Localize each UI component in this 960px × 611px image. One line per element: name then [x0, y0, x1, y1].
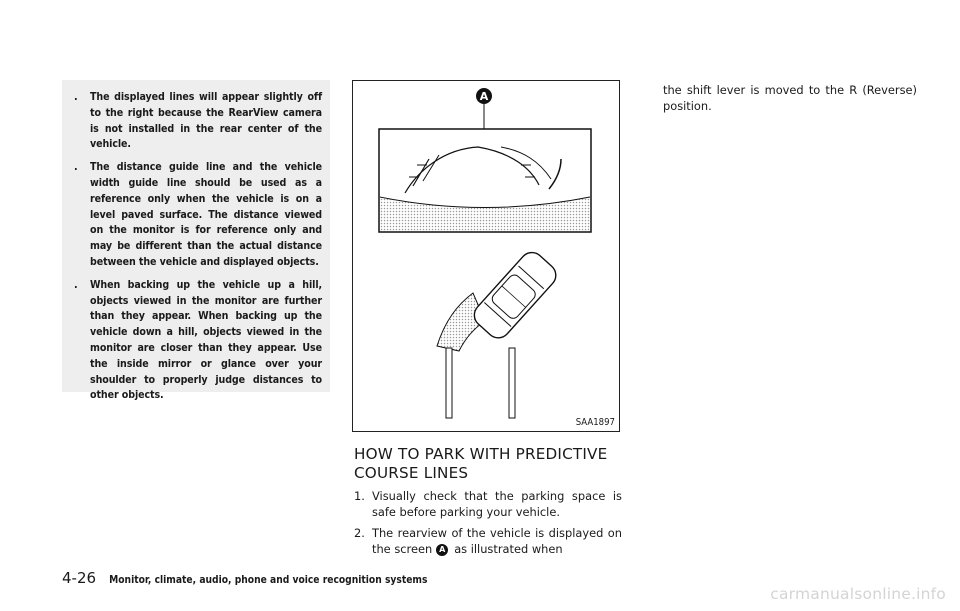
steps-list [354, 489, 622, 564]
car-icon [437, 248, 561, 351]
parking-illustration [353, 81, 619, 431]
rearview-figure [352, 80, 620, 432]
monitor-screen-icon [379, 129, 591, 232]
chapter-title: Monitor, climate, audio, phone and voice recognition systems [109, 575, 428, 586]
page-footer [62, 568, 427, 587]
step-text: Visually check that the parking space is safe before parking your vehicle. [372, 489, 622, 519]
note-list [74, 90, 322, 404]
note-item [74, 90, 322, 153]
page-number: 4-26 [62, 569, 97, 587]
figure-id: SAA1897 [575, 417, 615, 428]
step-item [354, 526, 622, 557]
continuation-text: the shift lever is moved to the R (Reverse) position. [663, 83, 917, 113]
section-title: HOW TO PARK WITH PREDICTIVE COURSE LINES [354, 445, 608, 482]
step-number: 1. [354, 489, 365, 503]
note-text: The displayed lines will appear slightly off to the right because the RearView camera is not installed in the rear center of the vehicle. [90, 91, 322, 151]
step-text-after: as illustrated when [454, 542, 563, 557]
step-text-before: The rearview of the vehicle is displayed on the screen [372, 526, 622, 557]
note-item [74, 160, 322, 271]
parking-lines-icon [446, 348, 515, 418]
note-box [62, 80, 330, 402]
callout-a-marker-icon: A [436, 544, 448, 556]
bullet-icon: . [74, 278, 78, 291]
callout-label: A [479, 90, 489, 103]
step-number: 2. [354, 526, 365, 541]
note-item [74, 278, 322, 404]
callout-a-icon [476, 88, 492, 129]
bullet-icon: . [74, 161, 78, 174]
bullet-icon: . [74, 91, 78, 103]
note-text: When backing up the vehicle up a hill, objects viewed in the monitor are further than they appear. When backing up the vehicle down a hill, objects viewed in the monitor are closer than they appear. Use the inside mirror or glance over your shoulder to properly judge distances to other objects. [90, 278, 322, 402]
step-item [354, 489, 622, 520]
note-text: The distance guide line and the vehicle width guide line should be used as a reference only when the vehicle is on a level paved surface. The distance viewed on the monitor is for reference only and may be different than the actual distance between the vehicle and displayed objects. [90, 161, 322, 268]
watermark: carmanualsonline.info [770, 585, 946, 603]
